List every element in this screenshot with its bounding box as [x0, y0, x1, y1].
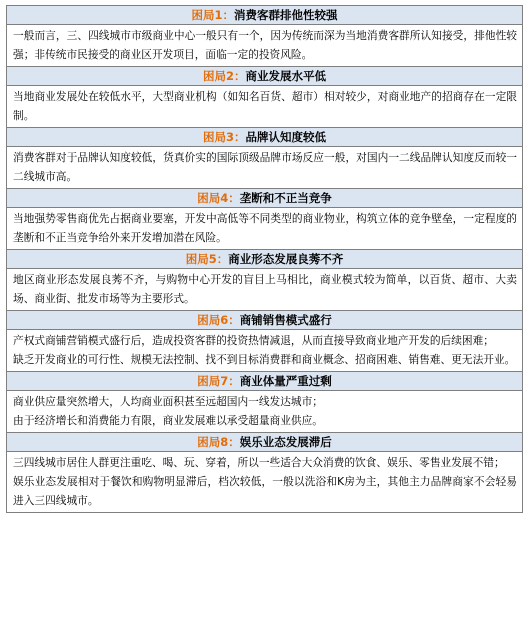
- section-paragraph: 缺乏开发商业的可行性、规模无法控制、找不到目标消费群和商业概念、招商困难、销售难、更无法开业。: [13, 353, 516, 366]
- section-heading: [7, 311, 522, 330]
- section-4: [7, 189, 522, 250]
- section-heading: [7, 372, 522, 391]
- challenges-table: [6, 5, 523, 513]
- section-5: [7, 250, 522, 311]
- section-heading: [7, 433, 522, 452]
- section-body: [7, 269, 522, 311]
- section-number: 困局5：: [185, 252, 229, 266]
- section-paragraph: 一般而言，三、四线城市市级商业中心一般只有一个，因为传统而深为当地消费客群所认知接受，排他性较强；非传统市民接受的商业区开发项目，面临一定的投资风险。: [13, 29, 517, 61]
- section-heading: [7, 189, 522, 208]
- section-number: 困局4：: [197, 191, 240, 205]
- section-8: [7, 433, 522, 512]
- section-paragraph: 商业供应量突然增大，人均商业面积甚至远超国内一线发达城市；: [13, 395, 323, 408]
- section-number: 困局7：: [197, 374, 240, 388]
- section-title: 消费客群排他性较强: [234, 8, 338, 22]
- section-title: 品牌认知度较低: [245, 130, 326, 144]
- section-body: [7, 208, 522, 250]
- section-title: 商业发展水平低: [245, 69, 326, 83]
- section-paragraph: 娱乐业态发展相对于餐饮和购物明显滞后，档次较低，一般以洗浴和K房为主，其他主力品牌商家不会轻易进入三四线城市。: [13, 475, 517, 507]
- section-paragraph: 产权式商铺营销模式盛行后，造成投资客群的投资热情减退，从而直接导致商业地产开发的后续困难；: [13, 334, 494, 347]
- section-3: [7, 128, 522, 189]
- section-title: 娱乐业态发展滞后: [239, 435, 332, 449]
- section-paragraph: 三四线城市居住人群更注重吃、喝、玩、穿着，所以一些适合大众消费的饮食、娱乐、零售业发展不错；: [13, 456, 505, 469]
- section-2: [7, 67, 522, 128]
- section-title: 商业体量严重过剩: [239, 374, 332, 388]
- section-body: [7, 452, 522, 512]
- section-paragraph: 当地商业发展处在较低水平，大型商业机构（如知名百货、超市）相对较少，对商业地产的招商存在一定限制。: [13, 90, 517, 122]
- section-body: [7, 147, 522, 189]
- section-number: 困局2：: [202, 69, 246, 83]
- section-body: [7, 86, 522, 128]
- section-number: 困局6：: [197, 313, 240, 327]
- section-heading: [7, 128, 522, 147]
- section-heading: [7, 6, 522, 25]
- section-paragraph: 地区商业形态发展良莠不齐，与购物中心开发的盲目上马相比，商业模式较为简单，以百货、超市、大卖场、商业街、批发市场等为主要形式。: [13, 273, 517, 305]
- section-paragraph: 当地强势零售商优先占据商业要塞，开发中高低等不同类型的商业物业，构筑立体的竞争壁垒，一定程度的垄断和不正当竞争给外来开发增加潜在风险。: [13, 212, 517, 244]
- section-6: [7, 311, 522, 372]
- section-body: [7, 391, 522, 433]
- section-number: 困局3：: [202, 130, 246, 144]
- section-body: [7, 25, 522, 67]
- section-heading: [7, 250, 522, 269]
- section-number: 困局8：: [197, 435, 240, 449]
- section-body: [7, 330, 522, 372]
- section-number: 困局1：: [191, 8, 234, 22]
- section-paragraph: 消费客群对于品牌认知度较低，货真价实的国际顶级品牌市场反应一般，对国内一二线品牌认知度反而较一二线城市高。: [13, 151, 517, 183]
- section-7: [7, 372, 522, 433]
- section-title: 垄断和不正当竞争: [239, 191, 332, 205]
- section-title: 商业形态发展良莠不齐: [228, 252, 344, 266]
- section-1: [7, 6, 522, 67]
- section-title: 商铺销售模式盛行: [239, 313, 332, 327]
- section-paragraph: 由于经济增长和消费能力有限，商业发展难以承受超量商业供应。: [13, 414, 323, 427]
- section-heading: [7, 67, 522, 86]
